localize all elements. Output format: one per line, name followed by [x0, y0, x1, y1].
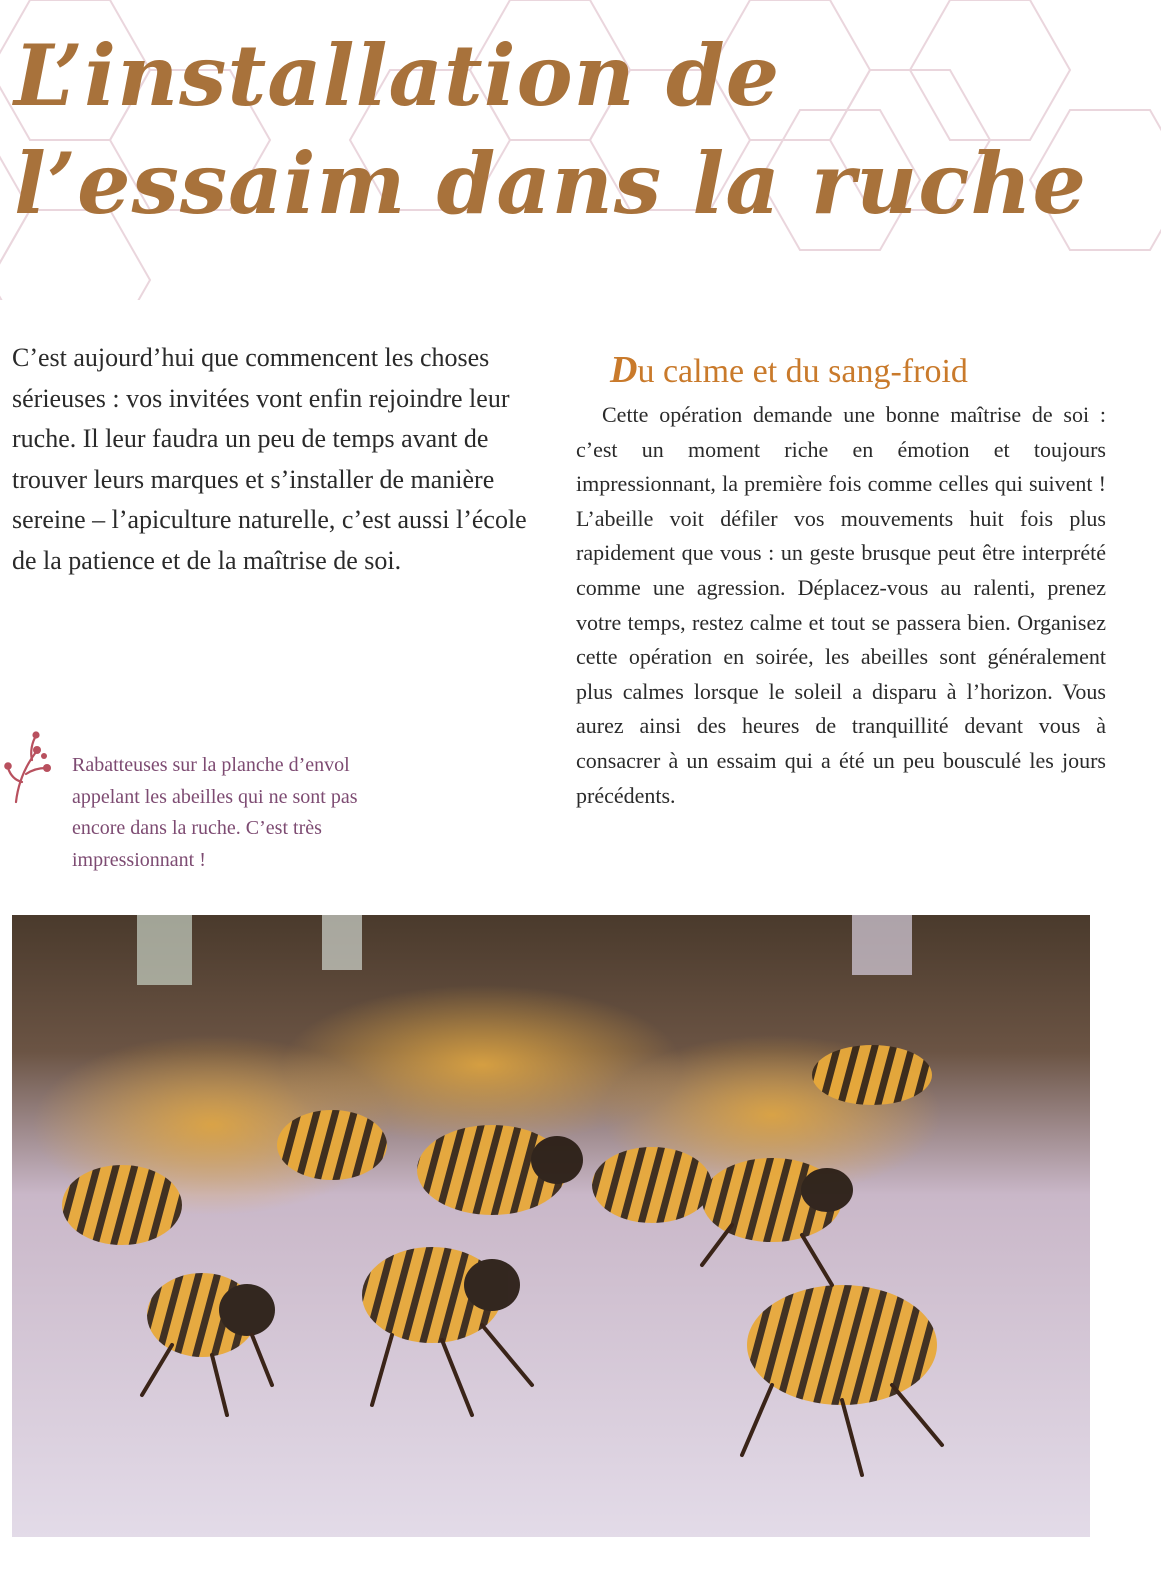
page-title: L’installation de l’essaim dans la ruche: [14, 26, 1087, 233]
berry-branch-icon: [2, 728, 54, 804]
section-heading: [610, 350, 1106, 392]
section-body: Cette opération demande une bonne maîtrise de soi : c’est un moment riche en émotion et toujours impressionnant, la première fois comme celles qui suivent ! L’abeille voit défiler vos mouvements huit fois plus rapidement que vous : un geste brusque peut être interprété comme une agression. Déplacez-vous au ralenti, prenez votre temps, restez calme et tout se passera bien. Organisez cette opération en soirée, les abeilles sont généralement plus calmes lorsque le soleil a disparu à l’horizon. Vous aurez ainsi des heures de tranquillité devant vous à consacrer à un essaim qui a été un peu bousculé les jours précédents.: [576, 402, 1106, 808]
intro-paragraph: C’est aujourd’hui que commencent les choses sérieuses : vos invitées vont enfin rejoindre leur ruche. Il leur faudra un peu de temps avant de trouver leurs marques et s’installer de manière sereine – l’apiculture naturelle, c’est aussi l’école de la patience et de la maîtrise de soi.: [12, 343, 527, 575]
heading-text: u calme et du sang-froid: [637, 353, 968, 390]
heading-dropcap: D: [610, 349, 638, 391]
section-calm: [576, 350, 1106, 813]
bees-photo: [12, 915, 1090, 1537]
photo-caption: Rabatteuses sur la planche d’envol appelant les abeilles qui ne sont pas encore dans la ruche. C’est très impressionnant !: [72, 754, 358, 871]
